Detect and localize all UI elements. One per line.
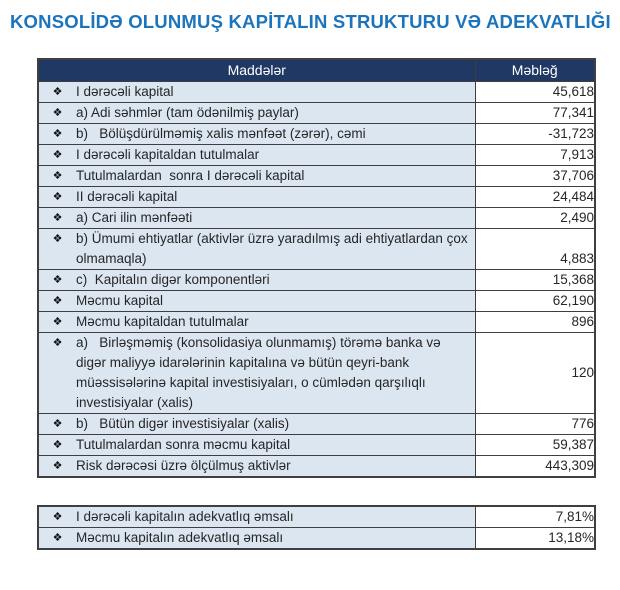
diamond-bullet-icon: ❖ (52, 106, 63, 119)
row-label: a) Birləşməmiş (konsolidasiya olunmamış) törəmə banka və digər maliyyə idarələrinin kapitalına və bütün qeyri-bank müəssisələrinə kapital investisiyaları, o cümlədən qarşılıqlı investisiyalar (xalis) (76, 334, 445, 410)
row-value: 13,18% (475, 527, 595, 549)
row-label-cell (38, 434, 475, 455)
row-value: 77,341 (475, 102, 595, 123)
row-value: 7,81% (475, 506, 595, 528)
table-row (38, 311, 595, 332)
row-value: -31,723 (475, 123, 595, 144)
adequacy-table-body (38, 506, 595, 549)
row-label-cell (38, 123, 475, 144)
diamond-bullet-icon: ❖ (52, 336, 63, 349)
diamond-bullet-icon: ❖ (52, 232, 63, 245)
row-label-cell (38, 228, 475, 269)
table-row (38, 186, 595, 207)
row-value: 7,913 (475, 144, 595, 165)
row-value: 24,484 (475, 186, 595, 207)
row-label-cell (38, 269, 475, 290)
row-label: Tutulmalardan sonra məcmu kapital (76, 436, 291, 452)
diamond-bullet-icon: ❖ (52, 85, 63, 98)
row-value: 62,190 (475, 290, 595, 311)
row-label-cell (38, 81, 475, 102)
row-label-cell (38, 311, 475, 332)
row-value: 37,706 (475, 165, 595, 186)
row-label: Məcmu kapitalın adekvatlıq əmsalı (76, 529, 284, 545)
table-row (38, 527, 595, 549)
table-row (38, 413, 595, 434)
row-label: b) Ümumi ehtiyatlar (aktivlər üzrə yaradılmış adi ehtiyatlardan çox olmamaqla) (76, 230, 472, 266)
row-label: I dərəcəli kapitalın adekvatlıq əmsalı (76, 508, 294, 524)
capital-table-body (38, 81, 595, 477)
diamond-bullet-icon: ❖ (52, 273, 63, 286)
diamond-bullet-icon: ❖ (52, 459, 63, 472)
table-row (38, 434, 595, 455)
column-header-maddeler: Maddələr (38, 59, 475, 81)
diamond-bullet-icon: ❖ (52, 190, 63, 203)
row-value: 776 (475, 413, 595, 434)
row-label: II dərəcəli kapital (76, 188, 178, 204)
row-label-cell (38, 527, 475, 549)
row-value: 59,387 (475, 434, 595, 455)
row-label-cell (38, 413, 475, 434)
table-row (38, 144, 595, 165)
table-row (38, 165, 595, 186)
table-row (38, 207, 595, 228)
row-value: 120 (475, 332, 595, 413)
row-label-cell (38, 455, 475, 477)
row-label-cell (38, 207, 475, 228)
table-row (38, 228, 595, 269)
row-label-cell (38, 186, 475, 207)
row-label: Tutulmalardan sonra I dərəcəli kapital (76, 167, 305, 183)
row-label: I dərəcəli kapital (76, 83, 174, 99)
capital-structure-table (37, 58, 596, 478)
diamond-bullet-icon: ❖ (52, 315, 63, 328)
row-label-cell (38, 506, 475, 528)
row-label: I dərəcəli kapitaldan tutulmalar (76, 146, 260, 162)
row-label: a) Cari ilin mənfəəti (76, 209, 193, 225)
table-row (38, 81, 595, 102)
table-row (38, 455, 595, 477)
diamond-bullet-icon: ❖ (52, 510, 63, 523)
diamond-bullet-icon: ❖ (52, 531, 63, 544)
row-value: 2,490 (475, 207, 595, 228)
table-row (38, 269, 595, 290)
column-header-mebleg: Məbləğ (475, 59, 595, 81)
page-title: KONSOLİDƏ OLUNMUŞ KAPİTALIN STRUKTURU VƏ ADEKVATLIĞI (10, 11, 611, 32)
row-value: 896 (475, 311, 595, 332)
row-value: 4,883 (475, 228, 595, 269)
table-row (38, 332, 595, 413)
row-label: Məcmu kapitaldan tutulmalar (76, 313, 249, 329)
row-label-cell (38, 290, 475, 311)
table-row (38, 123, 595, 144)
row-label: b) Bölüşdürülməmiş xalis mənfəət (zərər), cəmi (76, 125, 366, 141)
diamond-bullet-icon: ❖ (52, 127, 63, 140)
diamond-bullet-icon: ❖ (52, 211, 63, 224)
header-row (38, 59, 595, 81)
row-value: 443,309 (475, 455, 595, 477)
diamond-bullet-icon: ❖ (52, 417, 63, 430)
row-label: b) Bütün digər investisiyalar (xalis) (76, 415, 290, 431)
row-label-cell (38, 102, 475, 123)
table-row (38, 506, 595, 528)
row-value: 15,368 (475, 269, 595, 290)
table-row (38, 290, 595, 311)
row-label: a) Adi səhmlər (tam ödənilmiş paylar) (76, 104, 299, 120)
diamond-bullet-icon: ❖ (52, 294, 63, 307)
row-label-cell (38, 144, 475, 165)
row-label-cell (38, 332, 475, 413)
diamond-bullet-icon: ❖ (52, 438, 63, 451)
diamond-bullet-icon: ❖ (52, 148, 63, 161)
diamond-bullet-icon: ❖ (52, 169, 63, 182)
row-label-cell (38, 165, 475, 186)
row-value: 45,618 (475, 81, 595, 102)
table-row (38, 102, 595, 123)
row-label: Məcmu kapital (76, 292, 164, 308)
capital-adequacy-table (37, 505, 596, 550)
row-label: Risk dərəcəsi üzrə ölçülmuş aktivlər (76, 457, 291, 473)
row-label: c) Kapitalın digər komponentləri (76, 271, 270, 287)
